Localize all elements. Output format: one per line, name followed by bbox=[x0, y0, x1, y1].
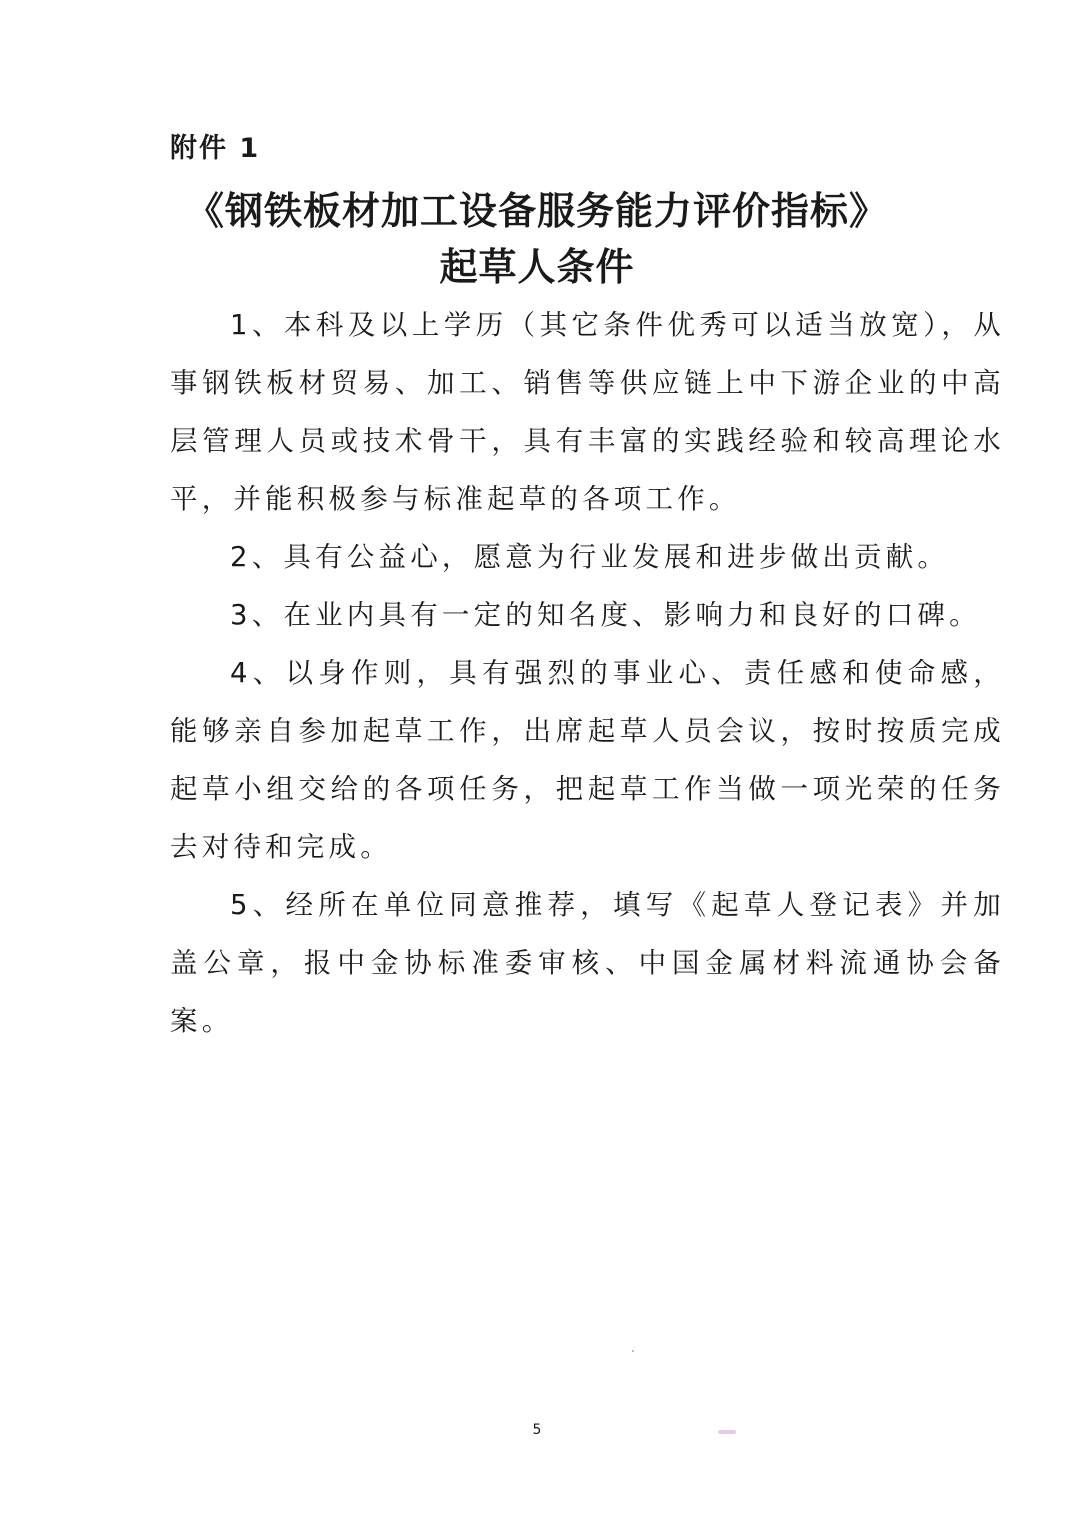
scan-artifact-mark bbox=[718, 1430, 736, 1434]
document-subtitle: 起草人条件 bbox=[439, 245, 635, 289]
scan-artifact bbox=[632, 1350, 634, 1352]
document-title: 《钢铁板材加工设备服务能力评价指标》 bbox=[185, 189, 888, 233]
paragraph-1: 1、本科及以上学历（其它条件优秀可以适当放宽），从事钢铁板材贸易、加工、销售等供应链上中下游企业的中高层管理人员或技术骨干，具有丰富的实践经验和较高理论水平，并能积极参与标准起草的各项工作。 bbox=[170, 309, 1005, 515]
attachment-label: 附件 1 bbox=[170, 133, 261, 164]
body-text bbox=[170, 296, 1005, 1050]
paragraph-3: 3、在业内具有一定的知名度、影响力和良好的口碑。 bbox=[230, 599, 981, 631]
paragraph-5: 5、经所在单位同意推荐，填写《起草人登记表》并加盖公章，报中金协标准委审核、中国金属材料流通协会备案。 bbox=[170, 889, 1005, 1037]
paragraph-4: 4、以身作则，具有强烈的事业心、责任感和使命感，能够亲自参加起草工作，出席起草人员会议，按时按质完成起草小组交给的各项任务，把起草工作当做一项光荣的任务去对待和完成。 bbox=[170, 657, 1005, 863]
page-number: 5 bbox=[532, 1422, 542, 1438]
paragraph-2: 2、具有公益心，愿意为行业发展和进步做出贡献。 bbox=[230, 541, 950, 573]
